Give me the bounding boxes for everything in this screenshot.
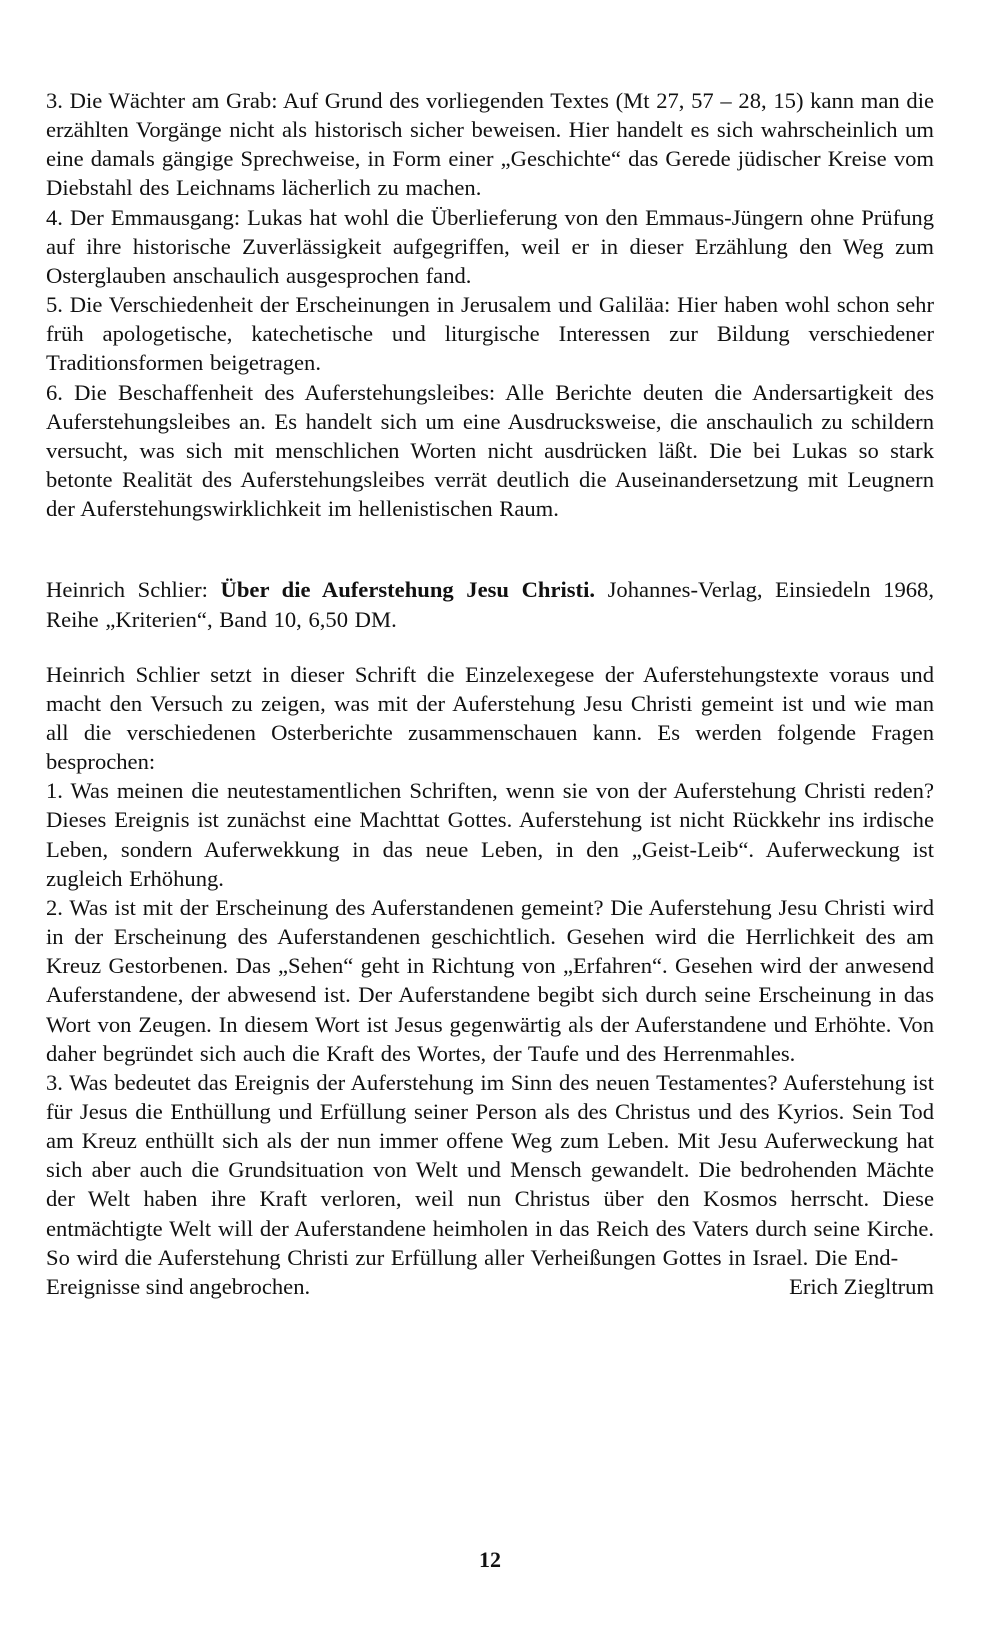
list-item-5: 5. Die Verschiedenheit der Erscheinungen in Jerusalem und Galiläa: Hier haben wohl schon sehr früh apologetische, katechetische und liturgische Interessen zur Bildung verschiedener Traditionsformen beigetragen. [46, 292, 934, 376]
list-item-4: 4. Der Emmausgang: Lukas hat wohl die Überlieferung von den Emmaus-Jüngern ohne Prüfung auf ihre historische Zuverlässigkeit aufgegriffen, weil er in dieser Erzählung den Weg zum Osterglauben anschaulich ausgesprochen fand. [46, 204, 934, 288]
review-intro: Heinrich Schlier setzt in dieser Schrift die Einzelexegese der Auferstehungstexte voraus und macht den Versuch zu zeigen, was mit der Auferstehung Jesu Christi gemeint ist und wie man all die verschiedenen Osterberichte zusammenschauen kann. Es werden folgende Fragen besprochen: [46, 661, 934, 775]
page-number: 12 [479, 1547, 501, 1572]
page-content [46, 86, 934, 1301]
book-title: Über die Auferstehung Jesu Christi. [220, 577, 595, 603]
review-author: Heinrich Schlier: [46, 577, 208, 603]
review-citation [46, 575, 934, 633]
list-item-3: 3. Die Wächter am Grab: Auf Grund des vorliegenden Textes (Mt 27, 57 – 28, 15) kann man die erzählten Vorgänge nicht als historisch sicher beweisen. Hier handelt es sich wahrscheinlich um eine damals gängige Sprechweise, in Form einer „Geschichte“ das Gerede jüdischer Kreise vom Diebstahl des Leichnams lächerlich zu machen. [46, 88, 934, 201]
closing-line [46, 1272, 934, 1301]
reviewer-signature: Erich Ziegltrum [789, 1273, 934, 1299]
question-1: 1. Was meinen die neutestamentlichen Schriften, wenn sie von der Auferstehung Christi reden? Dieses Ereignis ist zunächst eine Machttat Gottes. Auferstehung ist nicht Rückkehr ins irdische Leben, sondern Auferwekkung in das neue Leben, in den „Geist-Leib“. Auferweckung ist zugleich Erhöhung. [46, 778, 934, 891]
publication-info: Johannes-Verlag, Einsiedeln 1968, Reihe „Kriterien“, Band 10, 6,50 DM. [46, 577, 934, 632]
review-body [46, 660, 934, 1301]
question-3-end: Ereignisse sind angebrochen. [46, 1273, 311, 1299]
question-2: 2. Was ist mit der Erscheinung des Auferstandenen gemeint? Die Auferstehung Jesu Christi wird in der Erscheinung des Auferstandenen geschichtlich. Gesehen wird die Herrlichkeit des am Kreuz Gestorbenen. Das „Sehen“ geht in Richtung von „Erfahren“. Gesehen wird der anwesend Auferstandene, der abwesend ist. Der Auferstandene begibt sich durch seine Erscheinung in das Wort von Zeugen. In diesem Wort ist Jesus gegenwärtig als der Auferstandene und Erhöhte. Von daher begründet sich auch die Kraft des Wortes, der Taufe und des Herrenmahles. [46, 894, 934, 1066]
question-3: 3. Was bedeutet das Ereignis der Auferstehung im Sinn des neuen Testamentes? Auferstehung ist für Jesus die Enthüllung und Erfüllung seiner Person als des Christus und des Kyrios. Sein Tod am Kreuz enthüllt sich als der nun immer offene Weg zum Leben. Mit Jesu Auferweckung hat sich aber auch die Grundsituation von Welt und Mensch gewandelt. Die bedrohenden Mächte der Welt haben ihre Kraft verloren, weil nun Christus über den Kosmos herrscht. Diese entmächtigte Welt will der Auferstandene heimholen in das Reich des Vaters durch seine Kirche. So wird die Auferstehung Christi zur Erfüllung aller Verheißungen Gottes in Israel. Die End- [46, 1069, 934, 1270]
list-item-6: 6. Die Beschaffenheit des Auferstehungsleibes: Alle Berichte deuten die Andersartigkeit des Auferstehungsleibes an. Es handelt sich um eine Ausdrucksweise, die anschaulich zu schildern versucht, was sich mit menschlichen Worten nicht ausdrücken läßt. Die bei Lukas so stark betonte Realität des Auferstehungsleibes verrät deutlich die Auseinandersetzung mit Leugnern der Auferstehungswirklichkeit im hellenistischen Raum. [46, 379, 934, 522]
